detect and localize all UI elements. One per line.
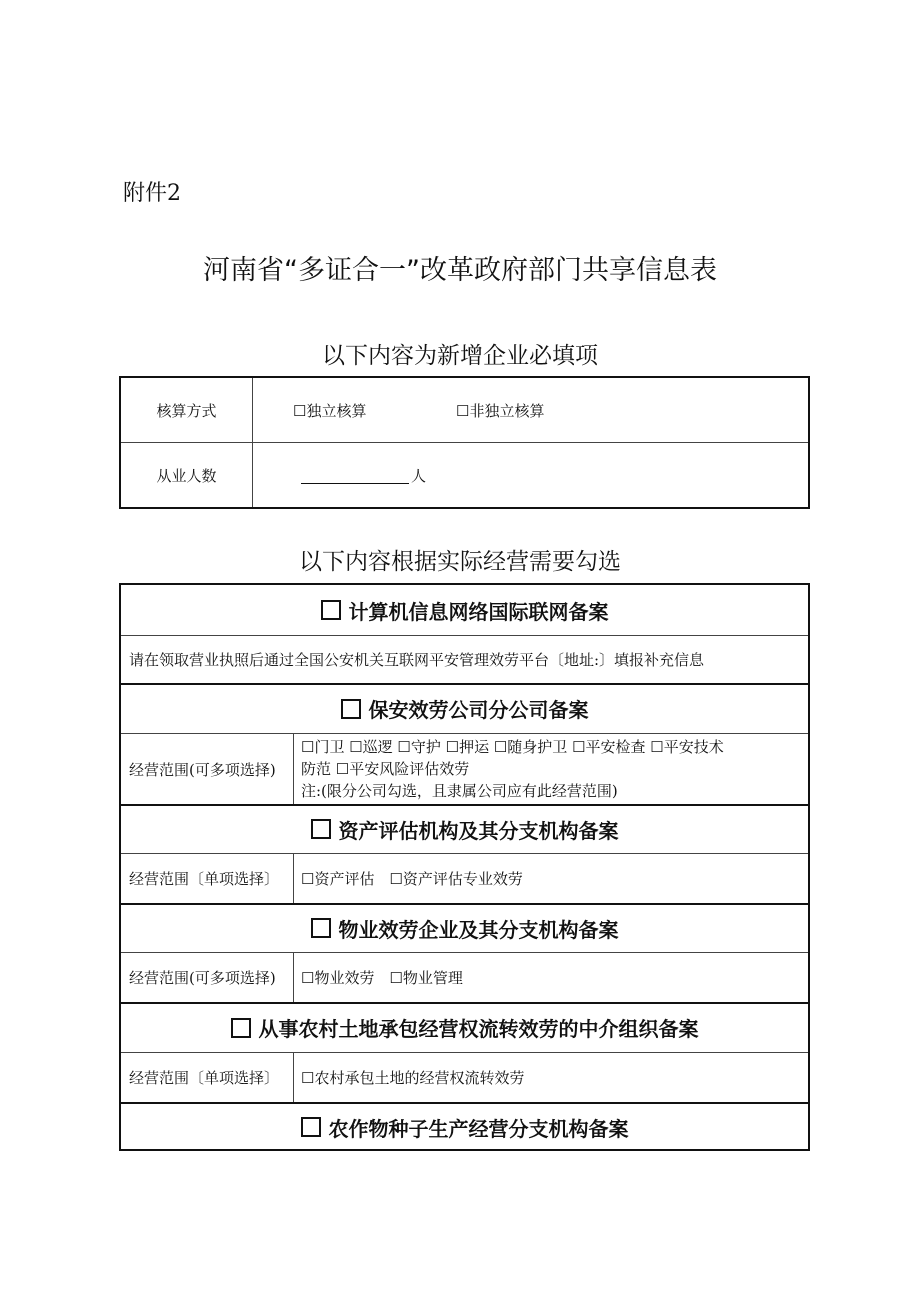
property-service-checkbox[interactable] — [121, 904, 808, 952]
block-title: 计算机信息网络国际联网备案 — [348, 599, 609, 624]
accounting-method-label: 核算方式 — [156, 401, 217, 420]
checkbox-icon — [301, 1117, 321, 1137]
scope-label: 经营范围〔单项选择〕 — [129, 870, 280, 888]
employee-count-unit: 人 — [411, 466, 427, 485]
checkbox-icon — [341, 699, 361, 719]
scope-options[interactable]: ☐门卫 ☐巡逻 ☐守护 ☐押运 ☐随身护卫 ☐平安检查 ☐平安技术 — [301, 738, 724, 756]
section2-heading: 以下内容根据实际经营需要勾选 — [299, 549, 621, 575]
scope-options[interactable]: 防范 ☐平安风险评估效劳 — [301, 760, 470, 778]
checkbox-icon — [311, 918, 331, 938]
scope-options[interactable]: ☐资产评估 ☐资产评估专业效劳 — [301, 870, 523, 888]
scope-label: 经营范围(可多项选择) — [129, 760, 276, 779]
internet-filing-checkbox[interactable] — [121, 585, 808, 635]
block-title: 从事农村土地承包经营权流转效劳的中介组织备案 — [258, 1017, 699, 1041]
block-title: 保安效劳公司分公司备案 — [368, 698, 589, 722]
checkbox-icon — [321, 600, 341, 620]
required-fields-table — [119, 376, 810, 509]
attachment-label: 附件2 — [123, 181, 181, 206]
checkbox-icon — [231, 1018, 251, 1038]
asset-appraisal-checkbox[interactable] — [121, 805, 808, 853]
security-service-checkbox[interactable] — [121, 684, 808, 733]
non-independent-accounting-checkbox[interactable]: ☐非独立核算 — [456, 401, 545, 420]
employee-count-label: 从业人数 — [156, 466, 217, 485]
employee-count-input[interactable] — [301, 467, 409, 484]
scope-options[interactable]: ☐物业效劳 ☐物业管理 — [301, 969, 463, 987]
document-title: 河南省“多证合一”改革政府部门共享信息表 — [203, 255, 717, 286]
checkbox-icon — [311, 819, 331, 839]
scope-label: 经营范围(可多项选择) — [129, 969, 276, 987]
independent-accounting-checkbox[interactable]: ☐独立核算 — [293, 401, 367, 420]
scope-label: 经营范围〔单项选择〕 — [129, 1069, 280, 1087]
block-title: 农作物种子生产经营分支机构备案 — [328, 1116, 629, 1141]
seed-branch-checkbox[interactable] — [121, 1103, 808, 1151]
security-scope-options — [301, 736, 724, 802]
scope-options[interactable]: ☐农村承包土地的经营权流转效劳 — [301, 1069, 525, 1087]
optional-filings-table — [119, 583, 810, 1151]
block-title: 物业效劳企业及其分支机构备案 — [338, 917, 619, 942]
scope-note: 注:(限分公司勾选，且隶属公司应有此经营范围) — [301, 782, 618, 800]
land-transfer-agency-checkbox[interactable] — [121, 1003, 808, 1052]
block-title: 资产评估机构及其分支机构备案 — [338, 818, 619, 843]
section1-heading: 以下内容为新增企业必填项 — [322, 343, 598, 369]
internet-filing-note: 请在领取营业执照后通过全国公安机关互联网平安管理效劳平台〔地址:〕填报补充信息 — [129, 651, 705, 669]
